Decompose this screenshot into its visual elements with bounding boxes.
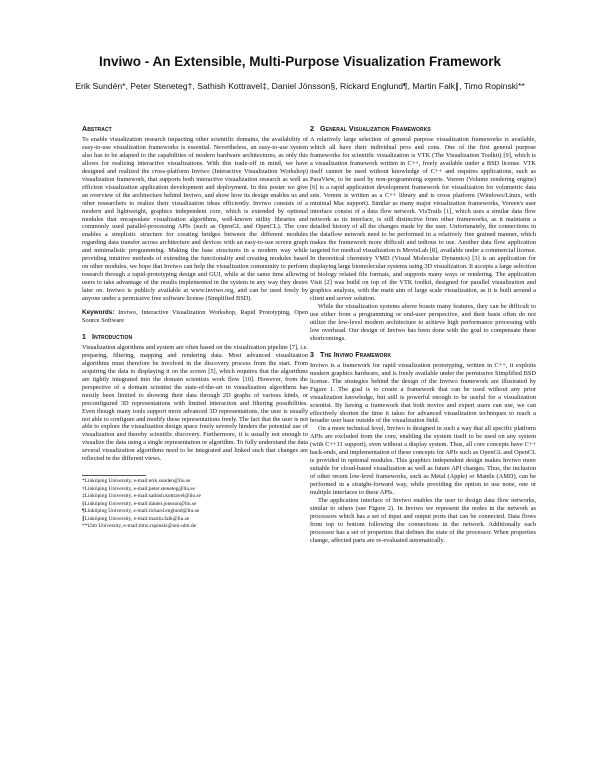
footnote: *Linköping University, e-mail:erik.sunden@liu.se [82, 478, 191, 485]
keywords [82, 309, 308, 325]
keywords-label: Keywords: [82, 309, 115, 317]
framework-paragraph-2: On a more technical level, Inviwo is designed in such a way that all specific platform APIs are excluded from the core, enabling the system itself to be used on any system (with C++11 support), even without a display system. Thus, all core concepts have C++ back-ends, and implementation of these concepts for APIs such as OpenGL and OpenCL is provided in optional modules. This graphics independent design makes Inviwo more suitable for cloud-based visualization as well as future API changes. Thus, the inclusion of other recent low-level frameworks, such as Metal (Apple) or Mantle (AMD), can be performed in a straight-forward way, while providing the option to use none, one or multiple interfaces to these APIs. [310, 425, 536, 497]
footnote: §Linköping University, e-mail:daniel.jonsson@liu.se [82, 500, 197, 507]
right-column [310, 125, 536, 545]
general-heading-label: General Visualization Frameworks [320, 125, 431, 133]
author-list: Erik Sundén*, Peter Steneteg†, Sathish Kottravel‡, Daniel Jönsson§, Rickard Englund¶, Martin Falk∥, Timo Ropinski** [75, 81, 525, 91]
footnote: ¶Linköping University, e-mail:rickard.englund@liu.se [82, 508, 200, 515]
keywords-text: Inviwo, Interactive Visualization Workshop, Rapid Prototyping, Open Source Software [82, 309, 308, 324]
footnote: ‡Linköping University, e-mail:sathish.kottravel@liu.se [82, 493, 201, 500]
intro-heading [82, 333, 308, 341]
framework-number: 3 [310, 350, 315, 359]
general-number: 2 [310, 125, 315, 133]
framework-paragraph-3: The application interface of Inviwo enables the user to design data flow networks, similar to others (see Figure 2). In Inviwo we represent the nodes in the network as processors which has a set of input and output ports that can be connected. Data flows from top to bottom following the connections in the network. Additionally each processor has a set of properties that defines the state of the processor. When properties change, affected parts are re-evaluated automatically. [310, 496, 536, 544]
framework-heading [310, 351, 536, 359]
framework-heading-label: The Inviwo Framework [320, 350, 392, 359]
abstract-heading: Abstract [82, 125, 112, 133]
general-heading [310, 125, 536, 133]
abstract-text: To enable visualization research impacting other scientific domains, the availability of easy-to-use visualization frameworks is essential. Nevertheless, an easy-to-use system also has to be adapted to the capabilities of modern hardware architectures, as only this allows for realizing interactive visualizations. With this trade-off in mind, we have designed and realized the cross-platform Inviwo (Interactive Visualization Workshop) visualization framework, that supports both interactive visualization research as well as efficient visualization application development and deployment. In this poster we give an overview of the architecture behind Inviwo, and show how its design enables us and other researchers to realize their visualization ideas efficiently. Inviwo consists of a modern and lightweight, graphics independent core, which is extended by optional modules that encapsulate visualization algorithms, well-known utility libraries and commonly used parallel-processing APIs (such as OpenGL and OpenCL). The core enables a simplistic structure for creating bridges between the different modules regarding data transfer across architecture and devices with an easy-to-use screen graph and minimalistic programming. Making the base structures in a modern way while providing intuitive methods of extending the functionality and creating modules based on other modules, we hope that Inviwo can help the visualization community to perform research through a rapid-prototyping design and GUI, while at the same time allowing users to take advantage of the results implemented in the system in any way they desire later on. Inviwo is publicly available at www.inviwo.org, and can be used freely by anyone under a permissive free software license (Simplified BSD). [82, 136, 308, 303]
footnotes [82, 475, 201, 531]
intro-heading-label: Introduction [92, 332, 133, 341]
footnote: ∥Linköping University, e-mail:martin.falk@liu.se [82, 515, 190, 522]
paper-title: Inviwo - An Extensible, Multi-Purpose Visualization Framework [98, 54, 502, 69]
framework-paragraph-1: Inviwo is a framework for rapid visualization prototyping, written in C++, it exploits modern graphics hardware, and is freely available under the permissive Simplified BSD license. The strategies behind the design of the Inviwo framework are illustrated by Figure 1. The goal is to create a framework that can be used without any prior visualization knowledge, but still is powerful enough to be useful for a visualization scientist. By having a framework that both novice and expert users can use, we can effectively shorten the time it takes for advanced visualization techniques to reach a broader user base outside of the visualization field. [310, 361, 536, 425]
footnote: **Ulm University, e-mail:timo.ropinski@uni-ulm.de [82, 523, 197, 530]
intro-text: Visualization algorithms and system are often based on the visualization pipeline [7], i.e. preparing, filtering, mapping and rendering data. Most advanced visualization algorithms must therefore be involved in the discovery process from the start. From acquiring the data to displaying it on the screen [5], which requires that the algorithms are tightly integrated into the domain scientists work flow [10]. However, from the perspective of a domain scientist the state-of-the-art in visualization algorithms has mostly been limited to showing their data through 2D graphs of various kinds, or preconfigured 3D representations with limited interaction and filtering possibilities. Even though many tools support more advanced 3D representations, the user is usually not able to configure and modify these representations freely. The fact that the user is not able to explore the visualization design space freely severely hinders the potential use of visualization and thereby scientific discovery. Furthermore, it is usually not enough to visualize the data using a single representation or algorithm. To fully understand the data several visualization algorithms need to be integrated and linked such that changes are reflected in the different views. [82, 343, 309, 463]
left-column [82, 125, 308, 531]
general-paragraph-2: While the visualization systems above boasts many features, they can be difficult to use either from a programming or end-user perspective, and their basis often do not utilize the low-level modern architecture to achieve high performance processing with low overhead. Our design of Inviwo has been done with the goal to compensate these shortcomings. [310, 303, 536, 342]
intro-number: 1 [82, 332, 87, 341]
general-paragraph-1: A relatively large selection of general purpose visualization frameworks is available, which all have their individual pros and cons. One of the first general purpose frameworks for scientific visualization is VTK (The Visualization Toolkit) [9], which is a visualization framework written in C++, freely available under a BSD license. VTK itself cannot be used without knowledge of C++ and requires applications, such as ParaView, to be used by non-programming experts. Voreen (Volume rendering engine) [6] is a rapid application development framework for visualization for volumetric data sets. Voreen is written as a C++ library and is cross platform (Windows/Linux, with minimal Mac support). Similar as many major visualization frameworks, Voreen's user interface consist of a data flow network. VisTrails [1], which uses a similar data flow network as its interface, is still distinctive from other frameworks, as it maintains a detailed history of all the changes made by the user. Unfortunately, the connections in the dataflow network need to be performed in a relatively fine grained manner, which makes the framework more difficult and tedious to use. Another data flow application targeted for medical visualization is MevisLab [8], available under a commercial license. In theoretical chemistry VMD (Visual Molecular Dynamics) [3] is an application for displaying large biomolecular systems using 3D visualization. It accepts a large selection of biology related file formats, and supports many ways or rendering. The application Visit [2] was build on top of the VTK toolkit, designed for parallel visualization and graphics analysis, with the main aim of large scale visualization, as it is built around a client and server solution. [310, 136, 536, 303]
footnote: †Linköping University, e-mail:peter.steneteg@liu.se [82, 485, 195, 492]
